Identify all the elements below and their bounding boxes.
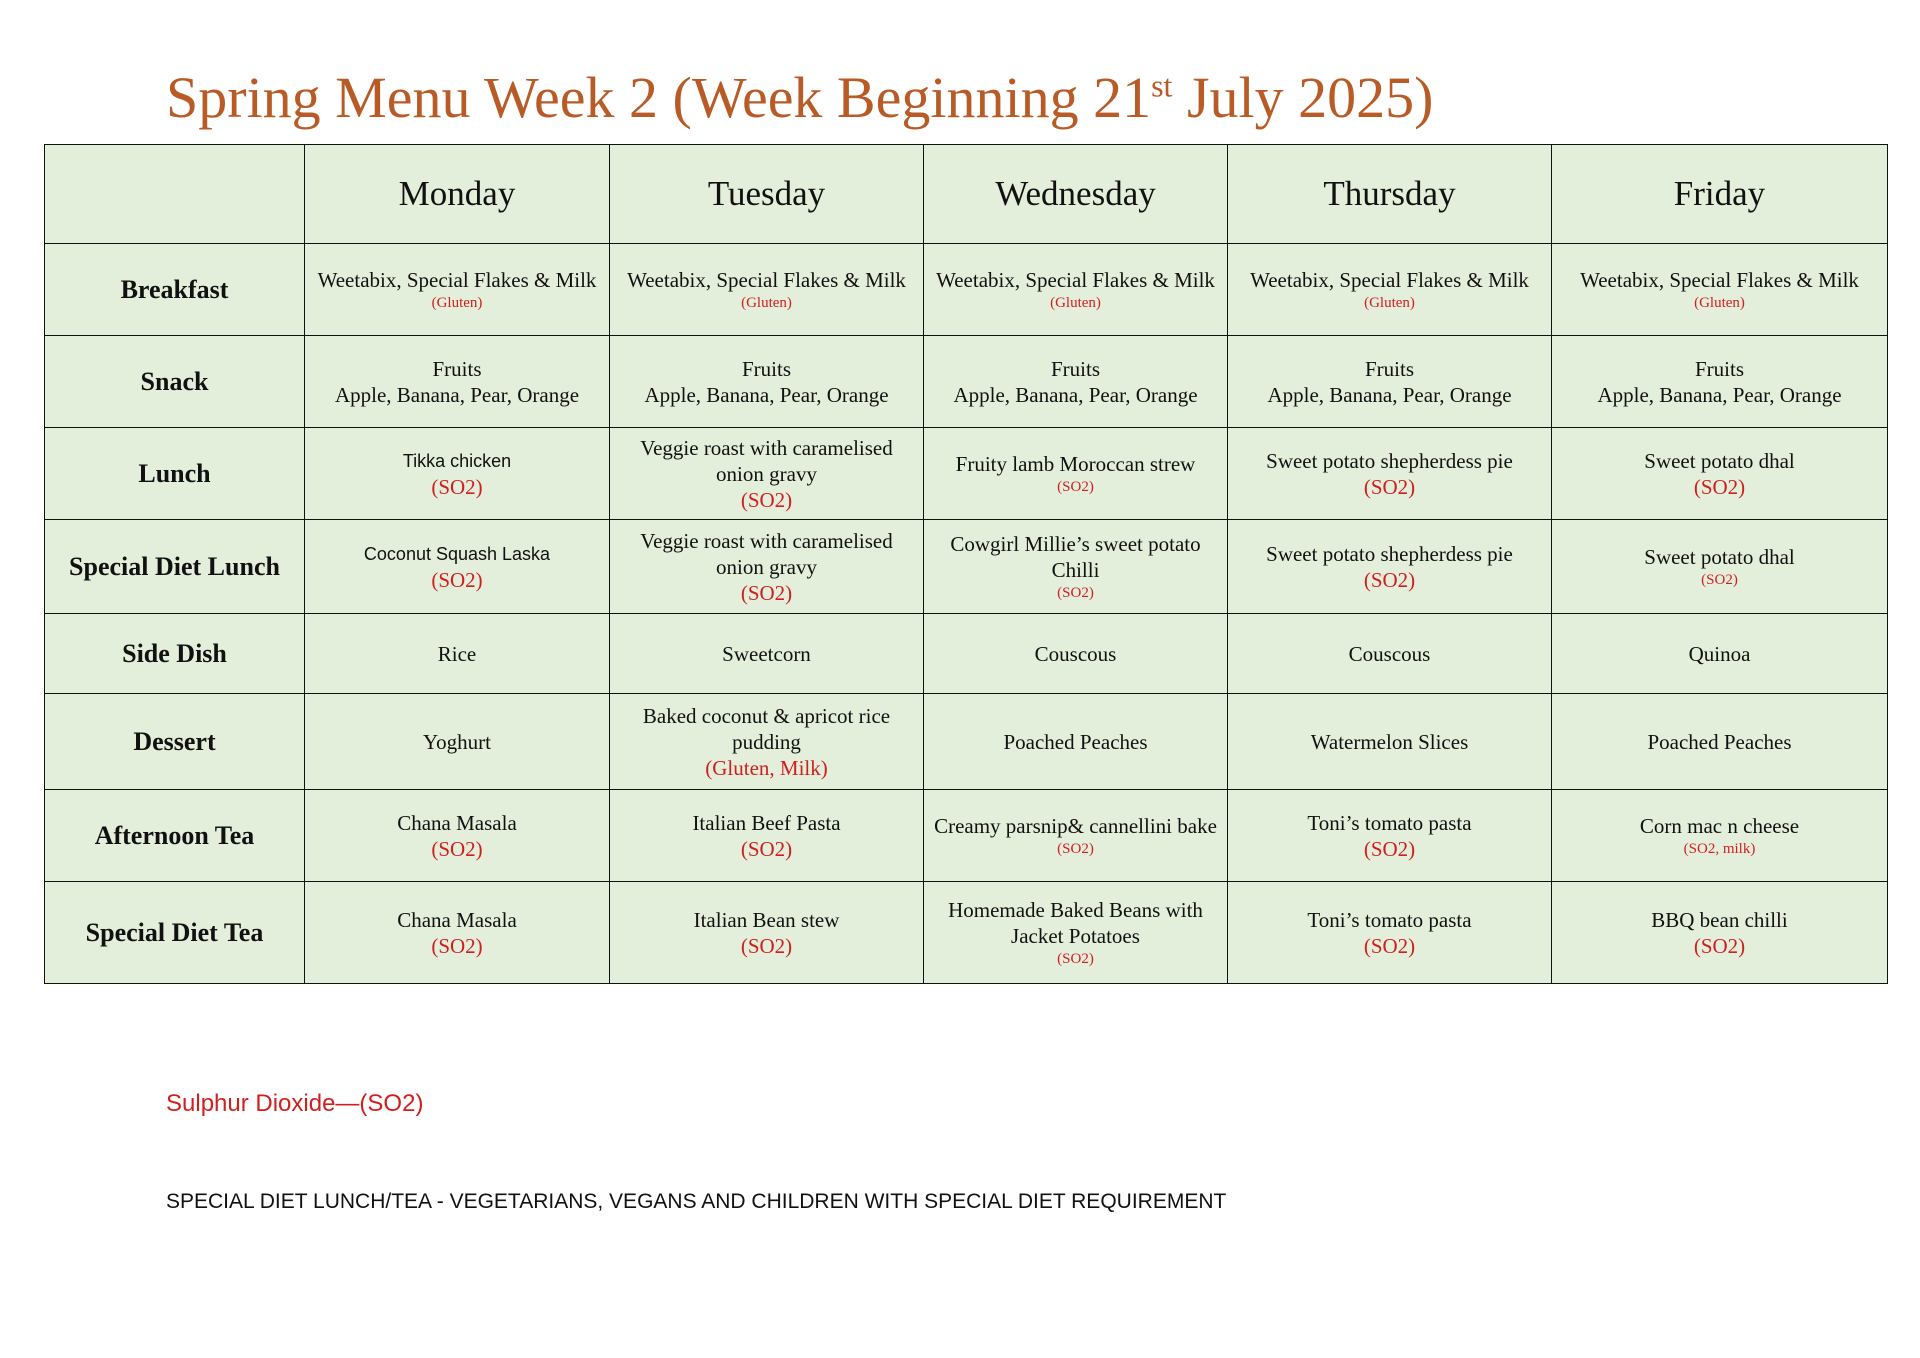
meal-row-snack <box>45 336 1888 428</box>
menu-cell <box>610 336 924 428</box>
dish-name: Weetabix, Special Flakes & Milk <box>936 267 1215 292</box>
dish-name: Veggie roast with caramelised onion gravy <box>640 435 893 486</box>
dish-name: Toni’s tomato pasta <box>1307 907 1472 932</box>
dish-name: Couscous <box>1034 641 1117 666</box>
menu-cell <box>924 614 1228 694</box>
menu-cell <box>924 244 1228 336</box>
menu-cell <box>1552 244 1888 336</box>
menu-cell <box>610 882 924 984</box>
menu-cell <box>1228 520 1552 614</box>
day-header-tuesday: Tuesday <box>610 145 924 244</box>
dish-name: Tikka chicken <box>402 450 512 471</box>
dish-name: Fruity lamb Moroccan strew <box>955 451 1196 476</box>
menu-cell <box>1552 694 1888 790</box>
allergen-note: (SO2) <box>431 474 483 499</box>
menu-cell <box>924 790 1228 882</box>
allergen-note: (SO2) <box>1693 933 1746 958</box>
dish-name: Weetabix, Special Flakes & Milk <box>317 267 597 292</box>
menu-cell <box>1552 520 1888 614</box>
dish-name: Cowgirl Millie’s sweet potato Chilli <box>950 531 1201 582</box>
dish-name: Weetabix, Special Flakes & Milk <box>1250 267 1529 292</box>
allergen-note: (Gluten) <box>431 294 483 311</box>
meal-row-special-diet-tea <box>45 882 1888 984</box>
dish-detail: Apple, Banana, Pear, Orange <box>1597 382 1842 407</box>
corner-cell <box>45 145 305 244</box>
menu-cell <box>924 694 1228 790</box>
meal-label: Breakfast <box>45 244 305 336</box>
dish-name: Weetabix, Special Flakes & Milk <box>1580 267 1859 292</box>
dish-name: Rice <box>437 641 477 666</box>
dish-name: Sweetcorn <box>722 641 811 666</box>
dish-detail: Apple, Banana, Pear, Orange <box>953 382 1198 407</box>
meal-row-afternoon-tea <box>45 790 1888 882</box>
meal-row-breakfast <box>45 244 1888 336</box>
dish-name: Corn mac n cheese <box>1639 813 1800 838</box>
page-title <box>166 64 1433 131</box>
meal-label: Special Diet Tea <box>45 882 305 984</box>
menu-cell <box>1552 882 1888 984</box>
dish-detail: Apple, Banana, Pear, Orange <box>644 382 889 407</box>
dish-name: Sweet potato shepherdess pie <box>1266 448 1513 473</box>
dish-name: Creamy parsnip& cannellini bake <box>934 813 1217 838</box>
dish-name: Poached Peaches <box>1003 729 1148 754</box>
meal-label: Dessert <box>45 694 305 790</box>
dish-name: Couscous <box>1348 641 1431 666</box>
menu-table <box>44 144 1888 984</box>
dish-name: Italian Bean stew <box>693 907 840 932</box>
special-diet-note: SPECIAL DIET LUNCH/TEA - VEGETARIANS, VEGANS AND CHILDREN WITH SPECIAL DIET REQUIREMENT <box>166 1190 1227 1213</box>
title-ordinal-suffix: st <box>1151 67 1173 104</box>
dish-name: Quinoa <box>1688 641 1751 666</box>
menu-cell <box>1552 336 1888 428</box>
meal-row-special-diet-lunch <box>45 520 1888 614</box>
allergen-note: (SO2) <box>740 836 793 861</box>
title-tail: July 2025) <box>1172 65 1434 130</box>
dish-name: Sweet potato shepherdess pie <box>1266 541 1513 566</box>
allergen-note: (SO2, milk) <box>1683 840 1756 857</box>
allergen-note: (SO2) <box>1057 840 1094 857</box>
dish-name: Weetabix, Special Flakes & Milk <box>627 267 906 292</box>
dish-name: BBQ bean chilli <box>1651 907 1788 932</box>
dish-name: Chana Masala <box>397 810 517 835</box>
meal-label: Snack <box>45 336 305 428</box>
dish-name: Chana Masala <box>397 907 517 932</box>
menu-cell <box>1228 614 1552 694</box>
allergen-note: (SO2) <box>740 580 793 605</box>
dish-name: Fruits <box>1364 356 1414 381</box>
meal-label: Lunch <box>45 428 305 520</box>
day-header-monday: Monday <box>305 145 610 244</box>
menu-cell <box>610 614 924 694</box>
menu-cell <box>305 694 610 790</box>
allergen-note: (Gluten, Milk) <box>705 755 828 780</box>
menu-cell <box>924 428 1228 520</box>
dish-name: Veggie roast with caramelised onion gravy <box>640 528 893 579</box>
dish-name: Sweet potato dhal <box>1644 544 1795 569</box>
menu-cell <box>1228 790 1552 882</box>
menu-cell <box>610 694 924 790</box>
menu-cell <box>610 790 924 882</box>
dish-name: Toni’s tomato pasta <box>1307 810 1472 835</box>
menu-cell <box>1228 428 1552 520</box>
menu-cell <box>305 882 610 984</box>
allergen-note: (Gluten) <box>1694 294 1745 311</box>
menu-cell <box>1552 614 1888 694</box>
meal-row-lunch <box>45 428 1888 520</box>
menu-cell <box>1228 694 1552 790</box>
dish-name: Fruits <box>1050 356 1100 381</box>
allergen-note: (SO2) <box>431 933 483 958</box>
allergen-note: (SO2) <box>1363 474 1416 499</box>
menu-cell <box>305 790 610 882</box>
dish-name: Baked coconut & apricot rice pudding <box>642 703 891 754</box>
meal-row-dessert <box>45 694 1888 790</box>
allergen-note: (SO2) <box>431 567 483 592</box>
dish-name: Italian Beef Pasta <box>692 810 841 835</box>
menu-cell <box>305 244 610 336</box>
allergen-note: (SO2) <box>1363 933 1416 958</box>
meal-label: Afternoon Tea <box>45 790 305 882</box>
day-header-friday: Friday <box>1552 145 1888 244</box>
menu-cell <box>305 428 610 520</box>
meal-label: Side Dish <box>45 614 305 694</box>
dish-name: Fruits <box>741 356 791 381</box>
allergen-note: (SO2) <box>1701 571 1738 588</box>
dish-name: Yoghurt <box>423 729 491 754</box>
allergen-note: (SO2) <box>1363 836 1416 861</box>
dish-name: Coconut Squash Laska <box>363 543 551 564</box>
allergen-note: (Gluten) <box>741 294 792 311</box>
menu-cell <box>305 336 610 428</box>
dish-detail: Apple, Banana, Pear, Orange <box>1267 382 1512 407</box>
dish-name: Watermelon Slices <box>1310 729 1469 754</box>
day-header-row <box>45 145 1888 244</box>
dish-name: Homemade Baked Beans with Jacket Potatoes <box>948 897 1203 948</box>
meal-row-side-dish <box>45 614 1888 694</box>
menu-cell <box>1552 790 1888 882</box>
allergen-note: (Gluten) <box>1364 294 1415 311</box>
menu-cell <box>610 244 924 336</box>
allergen-note: (SO2) <box>1057 584 1094 601</box>
allergen-note: (SO2) <box>1693 474 1746 499</box>
allergen-note: (SO2) <box>740 487 793 512</box>
menu-cell <box>1552 428 1888 520</box>
meal-label: Special Diet Lunch <box>45 520 305 614</box>
menu-cell <box>305 614 610 694</box>
menu-cell <box>924 336 1228 428</box>
menu-cell <box>1228 244 1552 336</box>
menu-cell <box>924 520 1228 614</box>
allergen-note: (SO2) <box>1057 478 1094 495</box>
dish-name: Fruits <box>432 356 482 381</box>
allergen-note: (SO2) <box>740 933 793 958</box>
dish-detail: Apple, Banana, Pear, Orange <box>334 382 580 407</box>
allergen-note: (SO2) <box>1057 950 1094 967</box>
day-header-wednesday: Wednesday <box>924 145 1228 244</box>
title-main: Spring Menu Week 2 (Week Beginning 21 <box>166 65 1152 130</box>
allergen-note: (SO2) <box>431 836 483 861</box>
day-header-thursday: Thursday <box>1228 145 1552 244</box>
menu-cell <box>610 520 924 614</box>
menu-cell <box>1228 882 1552 984</box>
allergen-note: (Gluten) <box>1050 294 1101 311</box>
so2-legend: Sulphur Dioxide—(SO2) <box>166 1090 424 1117</box>
menu-cell <box>1228 336 1552 428</box>
dish-name: Poached Peaches <box>1647 729 1792 754</box>
dish-name: Sweet potato dhal <box>1644 448 1795 473</box>
allergen-note: (SO2) <box>1363 567 1416 592</box>
dish-name: Fruits <box>1694 356 1744 381</box>
menu-cell <box>305 520 610 614</box>
menu-cell <box>924 882 1228 984</box>
menu-cell <box>610 428 924 520</box>
